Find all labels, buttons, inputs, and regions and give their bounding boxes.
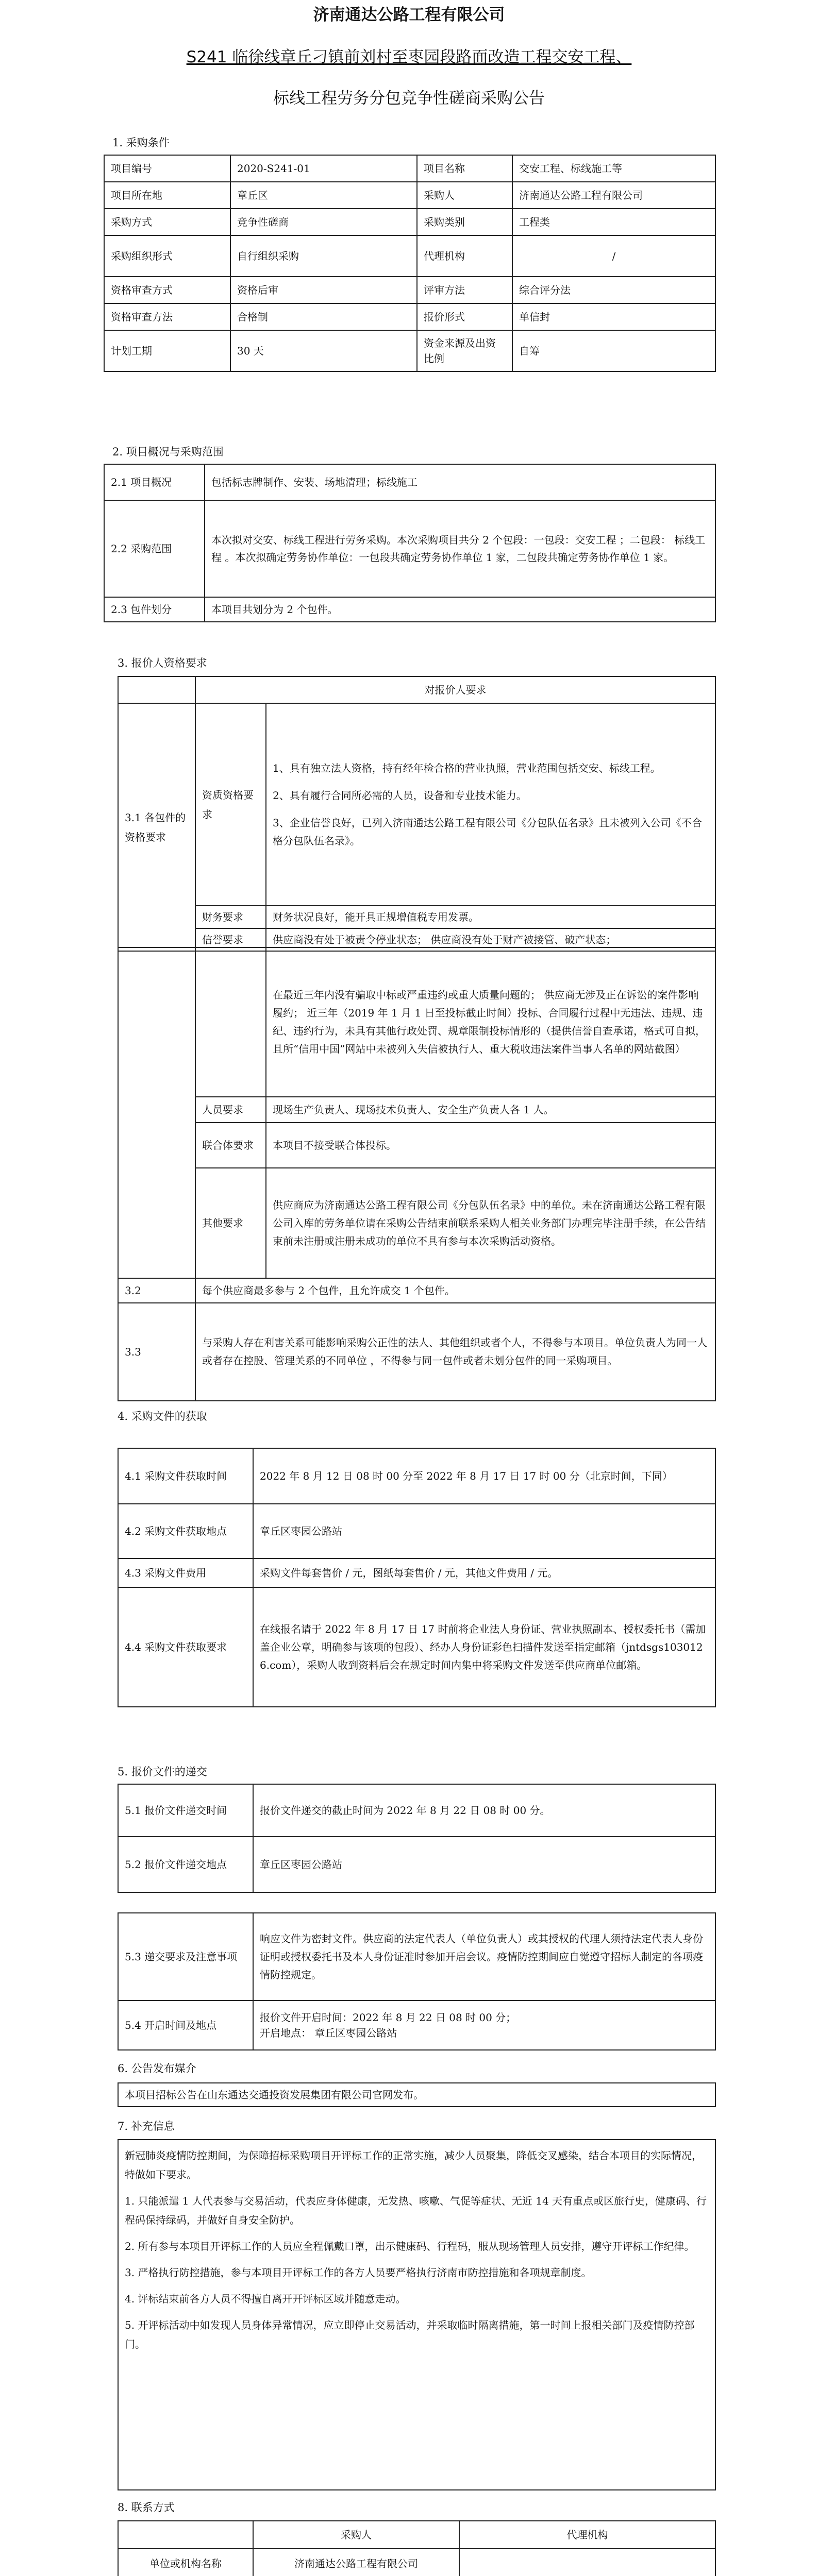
section-4-heading: 4. 采购文件的获取	[118, 1410, 207, 1422]
supplementary-paragraph: 新冠肺炎疫情防控期间，为保障招标采购项目开评标工作的正常实施，减少人员聚集，降低交叉感染，结合本项目的实际情况，特做如下要求。	[125, 2149, 702, 2181]
conditions-label: 采购组织形式	[104, 235, 230, 277]
conditions-value: 章丘区	[230, 182, 417, 209]
acquisition-label: 4.2 采购文件获取地点	[118, 1504, 253, 1558]
section-3-heading: 3. 报价人资格要求	[118, 657, 207, 669]
acquisition-row	[118, 1587, 715, 1707]
section-8-heading: 8. 联系方式	[118, 2501, 175, 2514]
other-req-label: 其他要求	[195, 1168, 266, 1278]
contact-col-purchaser: 采购人	[253, 2521, 459, 2549]
submit-time-label: 5.1 报价文件递交时间	[118, 1784, 253, 1837]
conditions-value: 自筹	[512, 330, 715, 371]
conditions-label: 代理机构	[417, 235, 512, 277]
supplementary-info-table	[118, 2139, 716, 2490]
conditions-label: 采购人	[417, 182, 512, 209]
scope-label: 2.2 采购范围	[104, 500, 205, 597]
title-line-2: 标线工程劳务分包竞争性磋商采购公告	[273, 89, 545, 108]
submit-place-text: 章丘区枣园公路站	[253, 1837, 715, 1892]
submission-table	[118, 1784, 716, 1893]
section-7-heading: 7. 补充信息	[118, 2120, 175, 2132]
submit-place-label: 5.2 报价文件递交地点	[118, 1837, 253, 1892]
supplementary-paragraph: 5. 开评标活动中如发现人员身体异常情况，应立即停止交易活动，并采取临时隔离措施，第一时间上报相关部门及疫情防控部门。	[125, 2319, 695, 2350]
submit-time-text: 报价文件递交的截止时间为 2022 年 8 月 22 日 08 时 00 分。	[253, 1784, 715, 1837]
contact-row	[118, 2549, 715, 2576]
conditions-row	[104, 277, 715, 303]
supplementary-paragraph: 4. 评标结束前各方人员不得擅自离开开评标区域并随意走动。	[125, 2293, 406, 2305]
credit-continued-text: 在最近三年内没有骗取中标或严重违约或重大质量问题的； 供应商无涉及正在诉讼的案件影响履约； 近三年（2019 年 1 月 1 日至投标截止时间）投标、合同履行过程中无违法、违规、违纪、违约行为，未具有其他行政处罚、规章限制投标情形的（提供信誉自查承诺，格式可自拟，且所“信用中国”网站中未被列入失信被执行人、重大税收违法案件当事人名单的网站截图）	[266, 947, 715, 1097]
conditions-label: 评审方法	[417, 277, 512, 303]
project-overview-table	[104, 464, 716, 622]
section-5-heading: 5. 报价文件的递交	[118, 1766, 207, 1778]
conditions-label: 资格审查方式	[104, 277, 230, 303]
section-2-heading: 2. 项目概况与采购范围	[112, 446, 224, 458]
qualification-cert-label: 资质资格要求	[195, 703, 266, 906]
supplementary-paragraph: 1. 只能派遣 1 人代表参与交易活动，代表应身体健康，无发热、咳嗽、气促等症状、无近 14 天有重点或区旅行史，健康码、行程码保持绿码，并做好自身安全防护。	[125, 2195, 707, 2226]
conditions-value: 2020-S241-01	[230, 155, 417, 182]
finance-text: 财务状况良好，能开具正规增值税专用发票。	[266, 906, 715, 928]
overview-label: 2.1 项目概况	[104, 464, 205, 500]
media-table	[118, 2082, 716, 2107]
conditions-label: 资金来源及出资比例	[417, 330, 512, 371]
other-req-text: 供应商应为济南通达公路工程有限公司《分包队伍名录》中的单位。未在济南通达公路工程有限公司入库的劳务单位请在采购公告结束前联系采购人相关业务部门办理完毕注册手续，在公告结束前未注册或注册未成功的单位不具有参与本次采购活动资格。	[266, 1168, 715, 1278]
contact-table	[118, 2520, 716, 2576]
conditions-value: /	[512, 235, 715, 277]
section-1-heading: 1. 采购条件	[112, 137, 170, 149]
conditions-value: 综合评分法	[512, 277, 715, 303]
acquisition-label: 4.4 采购文件获取要求	[118, 1587, 253, 1707]
acquisition-value: 2022 年 8 月 12 日 08 时 00 分至 2022 年 8 月 17 日 17 时 00 分（北京时间，下同）	[253, 1448, 715, 1504]
package-label: 2.3 包件划分	[104, 597, 205, 622]
company-name: 济南通达公路工程有限公司	[313, 6, 505, 24]
conditions-row	[104, 182, 715, 209]
opening-place: 开启地点： 章丘区枣园公路站	[260, 2027, 397, 2039]
conditions-value: 竞争性磋商	[230, 209, 417, 235]
conditions-row	[104, 235, 715, 277]
qualification-main-label: 3.1 各包件的资格要求	[118, 703, 195, 951]
joint-text: 本项目不接受联合体投标。	[266, 1123, 715, 1168]
credit-text: 供应商没有处于被责令停业状态； 供应商没有处于财产被接管、破产状态；	[266, 928, 715, 951]
qualification-cert-text	[266, 703, 715, 906]
conditions-label: 计划工期	[104, 330, 230, 371]
qualification-item-2: 2、具有履行合同所必需的人员，设备和专业技术能力。	[273, 789, 527, 802]
acquisition-row	[118, 1504, 715, 1558]
conditions-value: 济南通达公路工程有限公司	[512, 182, 715, 209]
overview-text: 包括标志牌制作、安装、场地清理；标线施工	[205, 464, 715, 500]
conditions-value: 自行组织采购	[230, 235, 417, 277]
conditions-value: 交安工程、标线施工等	[512, 155, 715, 182]
qualification-table-part1	[118, 676, 716, 952]
acquisition-value: 采购文件每套售价 / 元，图纸每套售价 / 元，其他文件费用 / 元。	[253, 1558, 715, 1587]
acquisition-row	[118, 1558, 715, 1587]
title-line-1: S241 临徐线章丘刁镇前刘村至枣园段路面改造工程交安工程、	[186, 48, 632, 66]
qualification-table-part2	[118, 947, 716, 1401]
finance-label: 财务要求	[195, 906, 266, 928]
document-acquisition-table	[118, 1448, 716, 1707]
clause-3-2-text: 每个供应商最多参与 2 个包件，且允许成交 1 个包件。	[195, 1278, 715, 1303]
conditions-value: 资格后审	[230, 277, 417, 303]
submit-req-label: 5.3 递交要求及注意事项	[118, 1913, 253, 2001]
conditions-row	[104, 209, 715, 235]
qualification-header: 对报价人要求	[195, 676, 715, 703]
contact-label: 单位或机构名称	[118, 2549, 253, 2576]
conditions-label: 项目编号	[104, 155, 230, 182]
supplementary-paragraph: 2. 所有参与本项目开评标工作的人员应全程佩戴口罩，出示健康码、行程码，服从现场管理人员安排，遵守开评标工作纪律。	[125, 2240, 695, 2252]
submit-req-text: 响应文件为密封文件。供应商的法定代表人（单位负责人）或其授权的代理人须持法定代表人身份证明或授权委托书及本人身份证准时参加开启会议。疫情防控期间应自觉遵守招标人制定的各项疫情防控规定。	[253, 1913, 715, 2001]
conditions-label: 项目名称	[417, 155, 512, 182]
conditions-value: 30 天	[230, 330, 417, 371]
clause-3-3-label: 3.3	[118, 1303, 195, 1401]
supplementary-paragraph: 3. 严格执行防控措施，参与本项目开评标工作的各方人员要严格执行济南市防控措施和各项规章制度。	[125, 2266, 592, 2279]
opening-time: 报价文件开启时间：2022 年 8 月 22 日 08 时 00 分；	[260, 2011, 516, 2024]
section-6-heading: 6. 公告发布媒介	[118, 2062, 196, 2075]
conditions-value: 合格制	[230, 303, 417, 330]
credit-label: 信誉要求	[195, 928, 266, 951]
conditions-row	[104, 303, 715, 330]
conditions-value: 工程类	[512, 209, 715, 235]
acquisition-value: 在线报名请于 2022 年 8 月 17 日 17 时前将企业法人身份证、营业执照副本、授权委托书（需加盖企业公章，明确参与该项的包段）、经办人身份证彩色扫描件发送至指定邮箱（jntdsgs1030126.com），采购人收到资料后会在规定时间内集中将采购文件发送至供应商单位邮箱。	[253, 1587, 715, 1707]
acquisition-label: 4.1 采购文件获取时间	[118, 1448, 253, 1504]
acquisition-value: 章丘区枣园公路站	[253, 1504, 715, 1558]
media-text: 本项目招标公告在山东通达交通投资发展集团有限公司官网发布。	[118, 2083, 715, 2107]
opening-label: 5.4 开启时间及地点	[118, 2001, 253, 2050]
opening-text	[253, 2001, 715, 2050]
staff-text: 现场生产负责人、现场技术负责人、安全生产负责人各 1 人。	[266, 1097, 715, 1123]
conditions-label: 报价形式	[417, 303, 512, 330]
submission-table-part2	[118, 1912, 716, 2050]
conditions-row	[104, 330, 715, 371]
qualification-item-3: 3、企业信誉良好，已列入济南通达公路工程有限公司《分包队伍名录》且未被列入公司《不合格分包队伍名录》。	[273, 816, 702, 847]
acquisition-label: 4.3 采购文件费用	[118, 1558, 253, 1587]
contact-purchaser-value: 济南通达公路工程有限公司	[253, 2549, 459, 2576]
clause-3-2-label: 3.2	[118, 1278, 195, 1303]
conditions-label: 采购方式	[104, 209, 230, 235]
conditions-value: 单信封	[512, 303, 715, 330]
qualification-item-1: 1、具有独立法人资格，持有经年检合格的营业执照，营业范围包括交安、标线工程。	[273, 761, 661, 774]
supplementary-info-text	[118, 2140, 715, 2490]
joint-label: 联合体要求	[195, 1123, 266, 1168]
acquisition-row	[118, 1448, 715, 1504]
conditions-label: 项目所在地	[104, 182, 230, 209]
clause-3-3-text: 与采购人存在利害关系可能影响采购公正性的法人、其他组织或者个人，不得参与本项目。单位负责人为同一人或者存在控股、管理关系的不同单位 ，不得参与同一包件或者未划分包件的同一采购项目。	[195, 1303, 715, 1401]
staff-label: 人员要求	[195, 1097, 266, 1123]
conditions-label: 采购类别	[417, 209, 512, 235]
conditions-label: 资格审查方法	[104, 303, 230, 330]
contact-col-agency: 代理机构	[459, 2521, 715, 2549]
package-text: 本项目共划分为 2 个包件。	[205, 597, 715, 622]
contact-agency-value	[459, 2549, 715, 2576]
scope-text: 本次拟对交安、标线工程进行劳务采购。本次采购项目共分 2 个包段：一包段：交安工程 ；二包段： 标线工程 。本次拟确定劳务协作单位：一包段共确定劳务协作单位 1 家，二包段共确定劳务协作单位 1 家。	[205, 500, 715, 597]
conditions-row	[104, 155, 715, 182]
procurement-conditions-table	[104, 155, 716, 372]
